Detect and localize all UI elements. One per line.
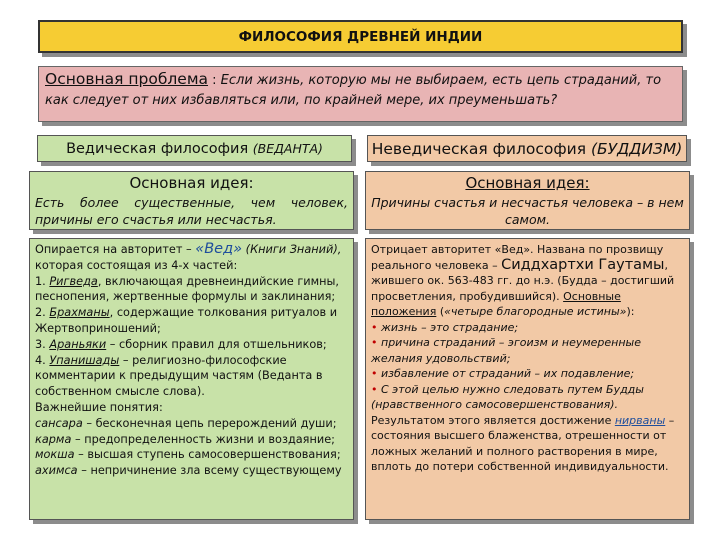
vedic-term: ахимса – непричинение зла всему существующему [35,464,342,478]
nonvedic-header [367,135,687,162]
page-title-text: ФИЛОСОФИЯ ДРЕВНЕЙ ИНДИИ [238,28,483,45]
problem-lead: Основная проблема [45,70,209,88]
buddhism-idea-box [365,171,690,230]
vedic-detail-box [29,238,354,520]
vedic-header [37,135,352,162]
vedic-term: мокша – высшая ступень самосовершенствования; [35,448,341,462]
vedic-detail-line: 2. Брахманы, содержащие толкования ритуалов и Жертвоприношений; [35,306,338,335]
nonvedic-header-main: Неведическая философия [371,139,587,158]
bullet-dot-icon: • [371,382,378,396]
problem-text: Если жизнь, которую мы не выбираем, есть цепь страданий, то как следует от них избавляться или, по крайней мере, их преуменьшать? [45,73,662,108]
main-problem-box [38,66,683,122]
buddhism-idea-label: Основная идея: [465,174,590,192]
vedic-detail-line: 4. Упанишады – религиозно-философские комментарии к предыдущим частям (Веданта в собственном смысле слова). [35,353,323,399]
truth-bullet: • избавление от страданий – их подавление; [371,367,635,380]
truth-bullet: • причина страданий – эгоизм и неумеренные желания удовольствий; [371,336,642,365]
buddhism-idea-text: Причины счастья и несчастья человека – в нем самом. [371,195,684,227]
buddhism-detail-para: Результатом этого является достижение нирваны – состояния высшего блаженства, отрешенности от ложных желаний и полного растворения в мире, вплоть до потери собственной индивидуальности. [371,413,675,473]
bullet-dot-icon: • [371,367,378,380]
vedic-detail-line: которая состоящая из 4-х частей: [35,258,238,272]
page-title [38,20,683,53]
problem-sep: : [208,73,221,88]
vedic-detail-line: 3. Араньяки – сборник правил для отшельников; [35,337,327,351]
vedic-idea-box [29,171,354,230]
nonvedic-header-sub: (БУДДИЗМ) [590,139,683,158]
vedic-header-main: Ведическая философия [66,140,249,157]
vedic-detail-line: Важнейшие понятия: [35,400,163,414]
vedic-idea-text: Есть более существенные, чем человек, причины его счастья или несчастья. [35,195,348,227]
truth-bullet: • жизнь – это страдание; [371,320,519,334]
bullet-dot-icon: • [371,320,378,334]
vedic-detail-line: 1. Ригведа, включающая древнеиндийские гимны, песнопения, жертвенные формулы и заклинания; [35,274,340,304]
vedic-detail-line: Опирается на авторитет – «Вед» (Книги Знаний), [35,241,342,257]
bullet-dot-icon: • [371,336,378,349]
buddhism-detail-para: Отрицает авторитет «Вед». Названа по прозвищу реального человека – Сиддхартхи Гаутамы, жившего ок. 563-483 гг. до н.э. (Будда – достигший просветления, пробудившийся). Основные положения («четыре благородные истины»): [371,243,675,318]
vedic-header-sub: (ВЕДАНТА) [252,141,323,156]
vedic-term: сансара – бесконечная цепь перерождений души; [35,416,337,430]
buddhism-detail-box [365,238,690,520]
vedic-term: карма – предопределенность жизни и воздаяние; [35,432,335,446]
vedic-idea-label: Основная идея: [129,174,254,192]
truth-bullet: • С этой целью нужно следовать путем Будды (нравственного самосовершенствования). [371,382,644,411]
